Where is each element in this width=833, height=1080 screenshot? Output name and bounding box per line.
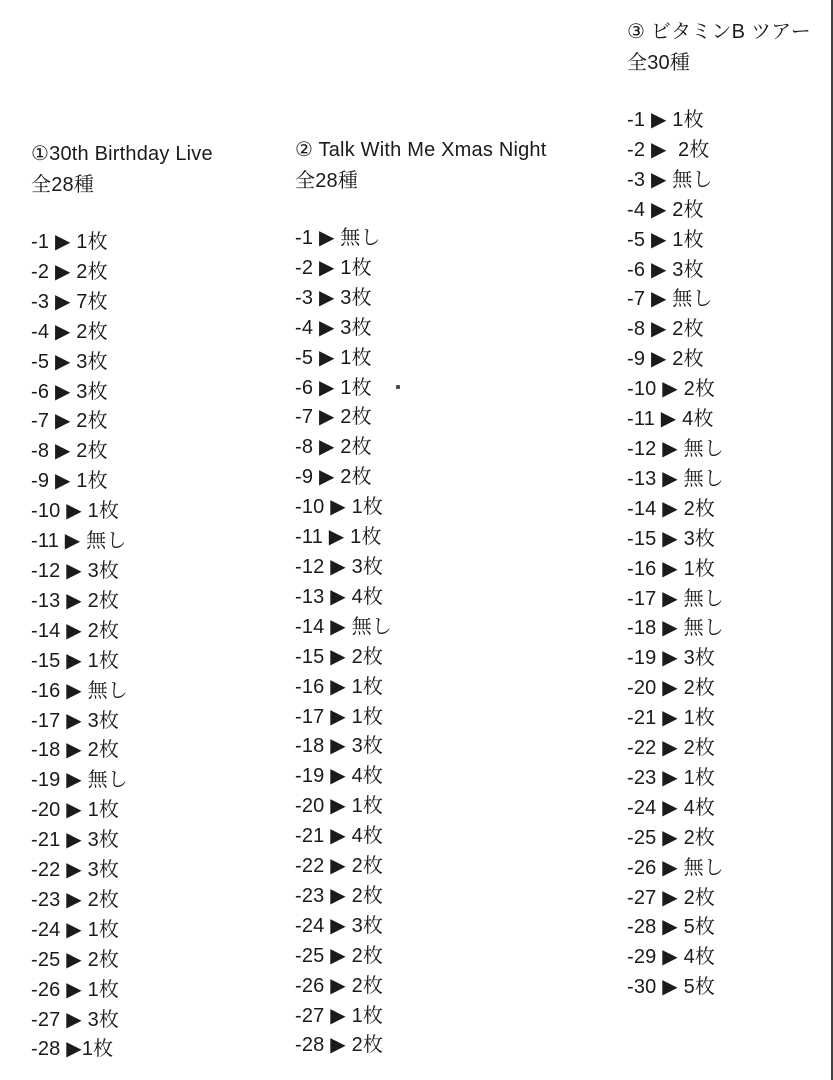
list-item: -6 ▶ 3枚 bbox=[627, 258, 704, 281]
list-item: -20 ▶ 1枚 bbox=[31, 799, 120, 822]
list-item: -7 ▶ 2枚 bbox=[31, 410, 108, 433]
list-item: -6 ▶ 1枚 bbox=[295, 376, 372, 399]
list-item: -18 ▶ 無し bbox=[627, 617, 725, 640]
list-item: -8 ▶ 2枚 bbox=[31, 440, 108, 463]
list-item: -14 ▶ 2枚 bbox=[627, 497, 716, 520]
list-item: -2 ▶ 2枚 bbox=[627, 138, 710, 161]
list-item: -15 ▶ 3枚 bbox=[627, 527, 716, 550]
list-item: -3 ▶ 無し bbox=[627, 168, 713, 191]
list-item: -11 ▶ 無し bbox=[31, 530, 127, 553]
list-item: -2 ▶ 2枚 bbox=[31, 260, 108, 283]
list-item: -23 ▶ 2枚 bbox=[31, 888, 120, 911]
list-item: -10 ▶ 2枚 bbox=[627, 378, 716, 401]
list-item: -5 ▶ 1枚 bbox=[627, 228, 704, 251]
list-item: -15 ▶ 1枚 bbox=[31, 649, 120, 672]
list-item: -15 ▶ 2枚 bbox=[295, 645, 384, 668]
list-item: -1 ▶ 無し bbox=[295, 227, 381, 249]
list-item: -21 ▶ 3枚 bbox=[31, 829, 120, 852]
list-item: -26 ▶ 1枚 bbox=[31, 978, 120, 1001]
list-item: -9 ▶ 2枚 bbox=[295, 466, 372, 489]
list-item: -12 ▶ 3枚 bbox=[31, 559, 120, 582]
list-item: -11 ▶ 1枚 bbox=[295, 526, 382, 549]
list-item: -27 ▶ 3枚 bbox=[31, 1008, 120, 1031]
list-item: -6 ▶ 3枚 bbox=[31, 380, 108, 403]
list-item: -17 ▶ 3枚 bbox=[31, 709, 120, 732]
list-item: -10 ▶ 1枚 bbox=[31, 500, 120, 523]
list-item: -22 ▶ 2枚 bbox=[295, 855, 384, 878]
list-item: -24 ▶ 3枚 bbox=[295, 914, 384, 937]
list-item: -9 ▶ 2枚 bbox=[627, 348, 704, 371]
list-item: -20 ▶ 1枚 bbox=[295, 795, 384, 818]
list-item: -10 ▶ 1枚 bbox=[295, 496, 384, 519]
list-item: -29 ▶ 4枚 bbox=[627, 946, 716, 969]
list-item: -2 ▶ 1枚 bbox=[295, 256, 372, 279]
item-list bbox=[627, 106, 811, 1003]
list-item: -27 ▶ 1枚 bbox=[295, 1004, 384, 1027]
list-item: -13 ▶ 4枚 bbox=[295, 585, 384, 608]
list-item: -18 ▶ 2枚 bbox=[31, 739, 120, 762]
list-item: -25 ▶ 2枚 bbox=[295, 944, 384, 967]
list-item: -28 ▶ 2枚 bbox=[295, 1034, 384, 1057]
list-item: -4 ▶ 2枚 bbox=[627, 198, 704, 221]
list-item: -24 ▶ 1枚 bbox=[31, 918, 120, 941]
list-item: -18 ▶ 3枚 bbox=[295, 735, 384, 758]
list-item: -17 ▶ 1枚 bbox=[295, 705, 384, 728]
list-item: -13 ▶ 無し bbox=[627, 467, 725, 490]
list-item: -23 ▶ 1枚 bbox=[627, 766, 716, 789]
list-item: -16 ▶ 無し bbox=[31, 679, 129, 702]
stray-dot-mark bbox=[396, 385, 400, 389]
list-item: -28 ▶ 5枚 bbox=[627, 916, 716, 939]
list-item: -27 ▶ 2枚 bbox=[627, 886, 716, 909]
list-item: -22 ▶ 3枚 bbox=[31, 859, 120, 882]
column-title: ③ ビタミンB ツアー bbox=[627, 21, 811, 43]
list-item: -19 ▶ 無し bbox=[31, 769, 129, 792]
list-item: -21 ▶ 1枚 bbox=[627, 707, 716, 730]
column-30th-birthday-live bbox=[31, 139, 213, 1065]
list-item: -30 ▶ 5枚 bbox=[627, 976, 716, 999]
list-item: -19 ▶ 4枚 bbox=[295, 765, 384, 788]
list-item: -26 ▶ 2枚 bbox=[295, 974, 384, 997]
list-item: -9 ▶ 1枚 bbox=[31, 470, 108, 493]
list-item: -25 ▶ 2枚 bbox=[627, 826, 716, 849]
list-item: -14 ▶ 無し bbox=[295, 615, 393, 638]
item-list bbox=[295, 224, 547, 1061]
list-item: -16 ▶ 1枚 bbox=[295, 675, 384, 698]
list-item: -25 ▶ 2枚 bbox=[31, 948, 120, 971]
column-talk-with-me-xmas-night bbox=[295, 135, 547, 1061]
list-item: -4 ▶ 3枚 bbox=[295, 316, 372, 339]
item-list bbox=[31, 228, 213, 1065]
list-item: -21 ▶ 4枚 bbox=[295, 825, 384, 848]
list-item: -5 ▶ 3枚 bbox=[31, 350, 108, 373]
list-item: -26 ▶ 無し bbox=[627, 856, 725, 879]
list-item: -17 ▶ 無し bbox=[627, 587, 725, 610]
list-item: -20 ▶ 2枚 bbox=[627, 677, 716, 700]
column-subtitle: 全28種 bbox=[31, 174, 95, 196]
list-item: -19 ▶ 3枚 bbox=[627, 647, 716, 670]
list-item: -3 ▶ 7枚 bbox=[31, 290, 108, 313]
list-item: -8 ▶ 2枚 bbox=[627, 318, 704, 341]
list-item: -24 ▶ 4枚 bbox=[627, 796, 716, 819]
list-item: -4 ▶ 2枚 bbox=[31, 320, 108, 343]
list-item: -14 ▶ 2枚 bbox=[31, 619, 120, 642]
list-item: -5 ▶ 1枚 bbox=[295, 346, 372, 369]
list-item: -23 ▶ 2枚 bbox=[295, 884, 384, 907]
list-item: -28 ▶1枚 bbox=[31, 1038, 114, 1061]
list-item: -7 ▶ 無し bbox=[627, 288, 713, 311]
column-vitamin-b-tour bbox=[627, 17, 811, 1003]
column-subtitle: 全28種 bbox=[295, 170, 359, 192]
list-item: -12 ▶ 3枚 bbox=[295, 555, 384, 578]
list-item: -12 ▶ 無し bbox=[627, 437, 725, 460]
list-item: -7 ▶ 2枚 bbox=[295, 406, 372, 429]
list-item: -8 ▶ 2枚 bbox=[295, 436, 372, 459]
list-item: -16 ▶ 1枚 bbox=[627, 557, 716, 580]
list-item: -22 ▶ 2枚 bbox=[627, 737, 716, 760]
list-item: -3 ▶ 3枚 bbox=[295, 286, 372, 309]
list-item: -11 ▶ 4枚 bbox=[627, 408, 714, 431]
list-item: -1 ▶ 1枚 bbox=[627, 109, 704, 131]
list-item: -1 ▶ 1枚 bbox=[31, 231, 108, 253]
list-item: -13 ▶ 2枚 bbox=[31, 589, 120, 612]
column-subtitle: 全30種 bbox=[627, 52, 691, 74]
column-title: ② Talk With Me Xmas Night bbox=[295, 139, 547, 161]
column-title: ①30th Birthday Live bbox=[31, 143, 213, 165]
